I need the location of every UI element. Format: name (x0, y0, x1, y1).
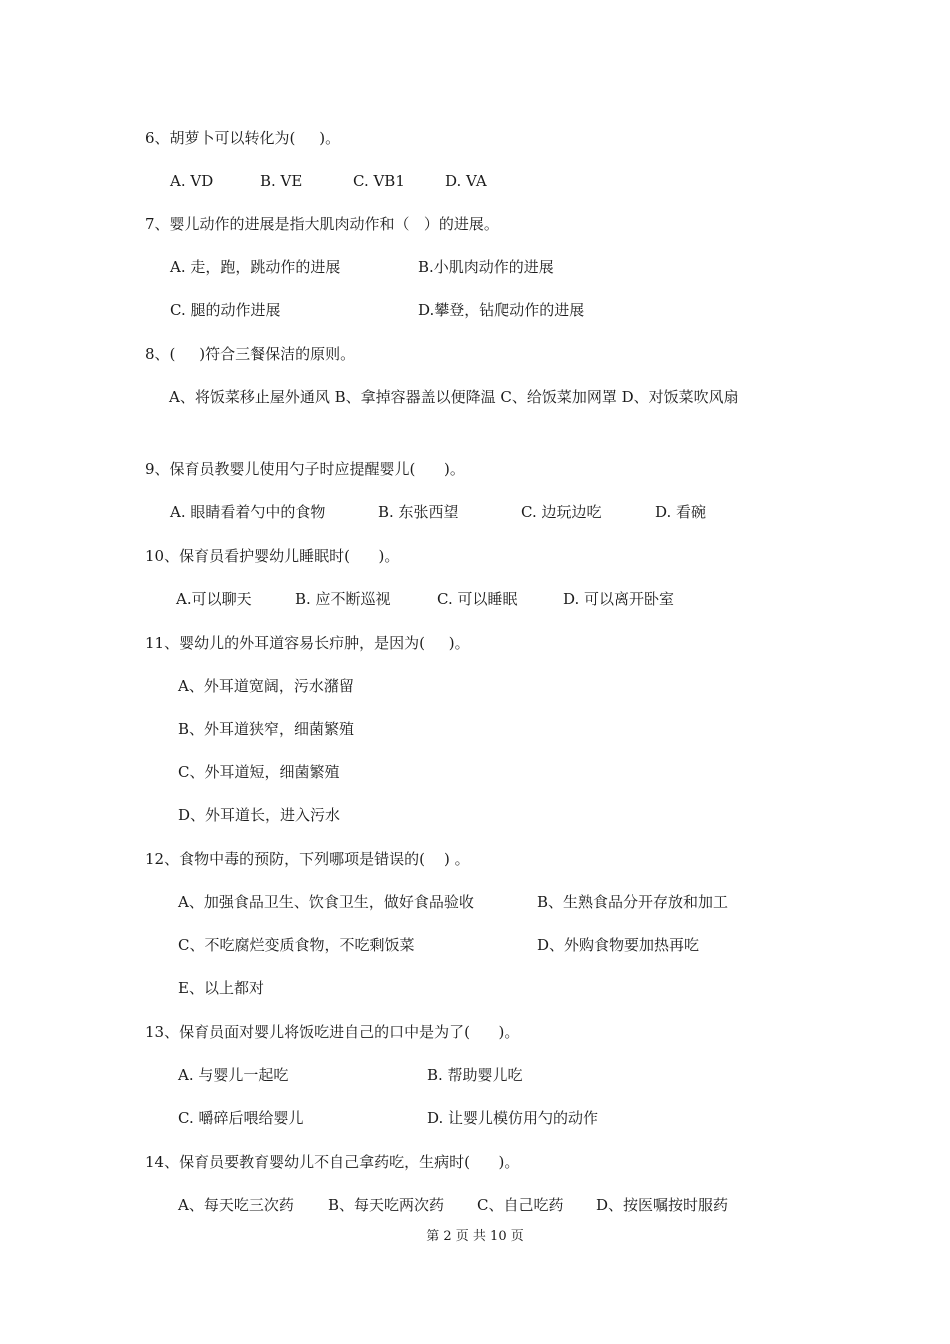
page-number-footer: 第 2 页 共 10 页 (426, 1229, 524, 1244)
question-7-option-d: D.攀登，钻爬动作的进展 (418, 301, 585, 319)
question-13-option-d: D. 让婴儿模仿用勺的动作 (427, 1109, 599, 1127)
question-6-option-b: B. VE (260, 172, 303, 190)
question-10-option-a: A.可以聊天 (176, 590, 252, 608)
question-13-option-c: C. 嚼碎后喂给婴儿 (178, 1109, 304, 1127)
question-6-option-d: D. VA (445, 172, 487, 190)
question-12-option-c: C、不吃腐烂变质食物，不吃剩饭菜 (178, 936, 415, 954)
question-9-option-d: D. 看碗 (655, 503, 707, 521)
question-10-option-d: D. 可以离开卧室 (563, 590, 675, 608)
question-9-option-b: B. 东张西望 (378, 503, 459, 521)
question-13-option-b: B. 帮助婴儿吃 (427, 1066, 523, 1084)
question-10-option-c: C. 可以睡眠 (437, 590, 518, 608)
question-10-stem: 10、保育员看护婴幼儿睡眠时( )。 (145, 547, 400, 565)
question-13-stem: 13、保育员面对婴儿将饭吃进自己的口中是为了( )。 (145, 1023, 520, 1041)
question-7-option-b: B.小肌肉动作的进展 (418, 258, 554, 276)
question-13-option-a: A. 与婴儿一起吃 (178, 1066, 289, 1084)
question-11-stem: 11、婴幼儿的外耳道容易长疖肿，是因为( )。 (145, 634, 470, 652)
question-12-option-b: B、生熟食品分开存放和加工 (537, 893, 729, 911)
question-12-option-e: E、以上都对 (178, 979, 264, 997)
question-7-option-c: C. 腿的动作进展 (170, 301, 281, 319)
question-11-option-c: C、外耳道短，细菌繁殖 (178, 763, 340, 781)
question-12-stem: 12、食物中毒的预防，下列哪项是错误的( ) 。 (145, 850, 470, 868)
question-9-option-a: A. 眼睛看着勺中的食物 (170, 503, 326, 521)
question-7-option-a: A. 走，跑，跳动作的进展 (170, 258, 341, 276)
question-11-option-a: A、外耳道宽阔，污水潴留 (178, 677, 354, 695)
question-11-option-b: B、外耳道狭窄，细菌繁殖 (178, 720, 355, 738)
question-6-stem: 6、胡萝卜可以转化为( )。 (145, 129, 341, 147)
question-8-options: A、将饭菜移止屋外通风 B、拿掉容器盖以便降温 C、给饭菜加网罩 D、对饭菜吹风扇 (169, 388, 739, 406)
question-12-option-a: A、加强食品卫生、饮食卫生，做好食品验收 (178, 893, 474, 911)
question-14-option-c: C、自己吃药 (477, 1196, 564, 1214)
question-9-option-c: C. 边玩边吃 (521, 503, 602, 521)
question-14-option-a: A、每天吃三次药 (178, 1196, 294, 1214)
question-9-stem: 9、保育员教婴儿使用勺子时应提醒婴儿( )。 (145, 460, 465, 478)
question-14-stem: 14、保育员要教育婴幼儿不自己拿药吃，生病时( )。 (145, 1153, 520, 1171)
question-11-option-d: D、外耳道长，进入污水 (178, 806, 341, 824)
question-14-option-d: D、按医嘱按时服药 (596, 1196, 729, 1214)
question-12-option-d: D、外购食物要加热再吃 (537, 936, 700, 954)
question-14-option-b: B、每天吃两次药 (328, 1196, 445, 1214)
question-7-stem: 7、婴儿动作的进展是指大肌肉动作和（ ）的进展。 (145, 215, 499, 233)
question-6-option-c: C. VB1 (353, 172, 405, 190)
question-10-option-b: B. 应不断巡视 (295, 590, 391, 608)
question-6-option-a: A. VD (170, 172, 214, 190)
question-8-stem: 8、( )符合三餐保洁的原则。 (145, 345, 356, 363)
